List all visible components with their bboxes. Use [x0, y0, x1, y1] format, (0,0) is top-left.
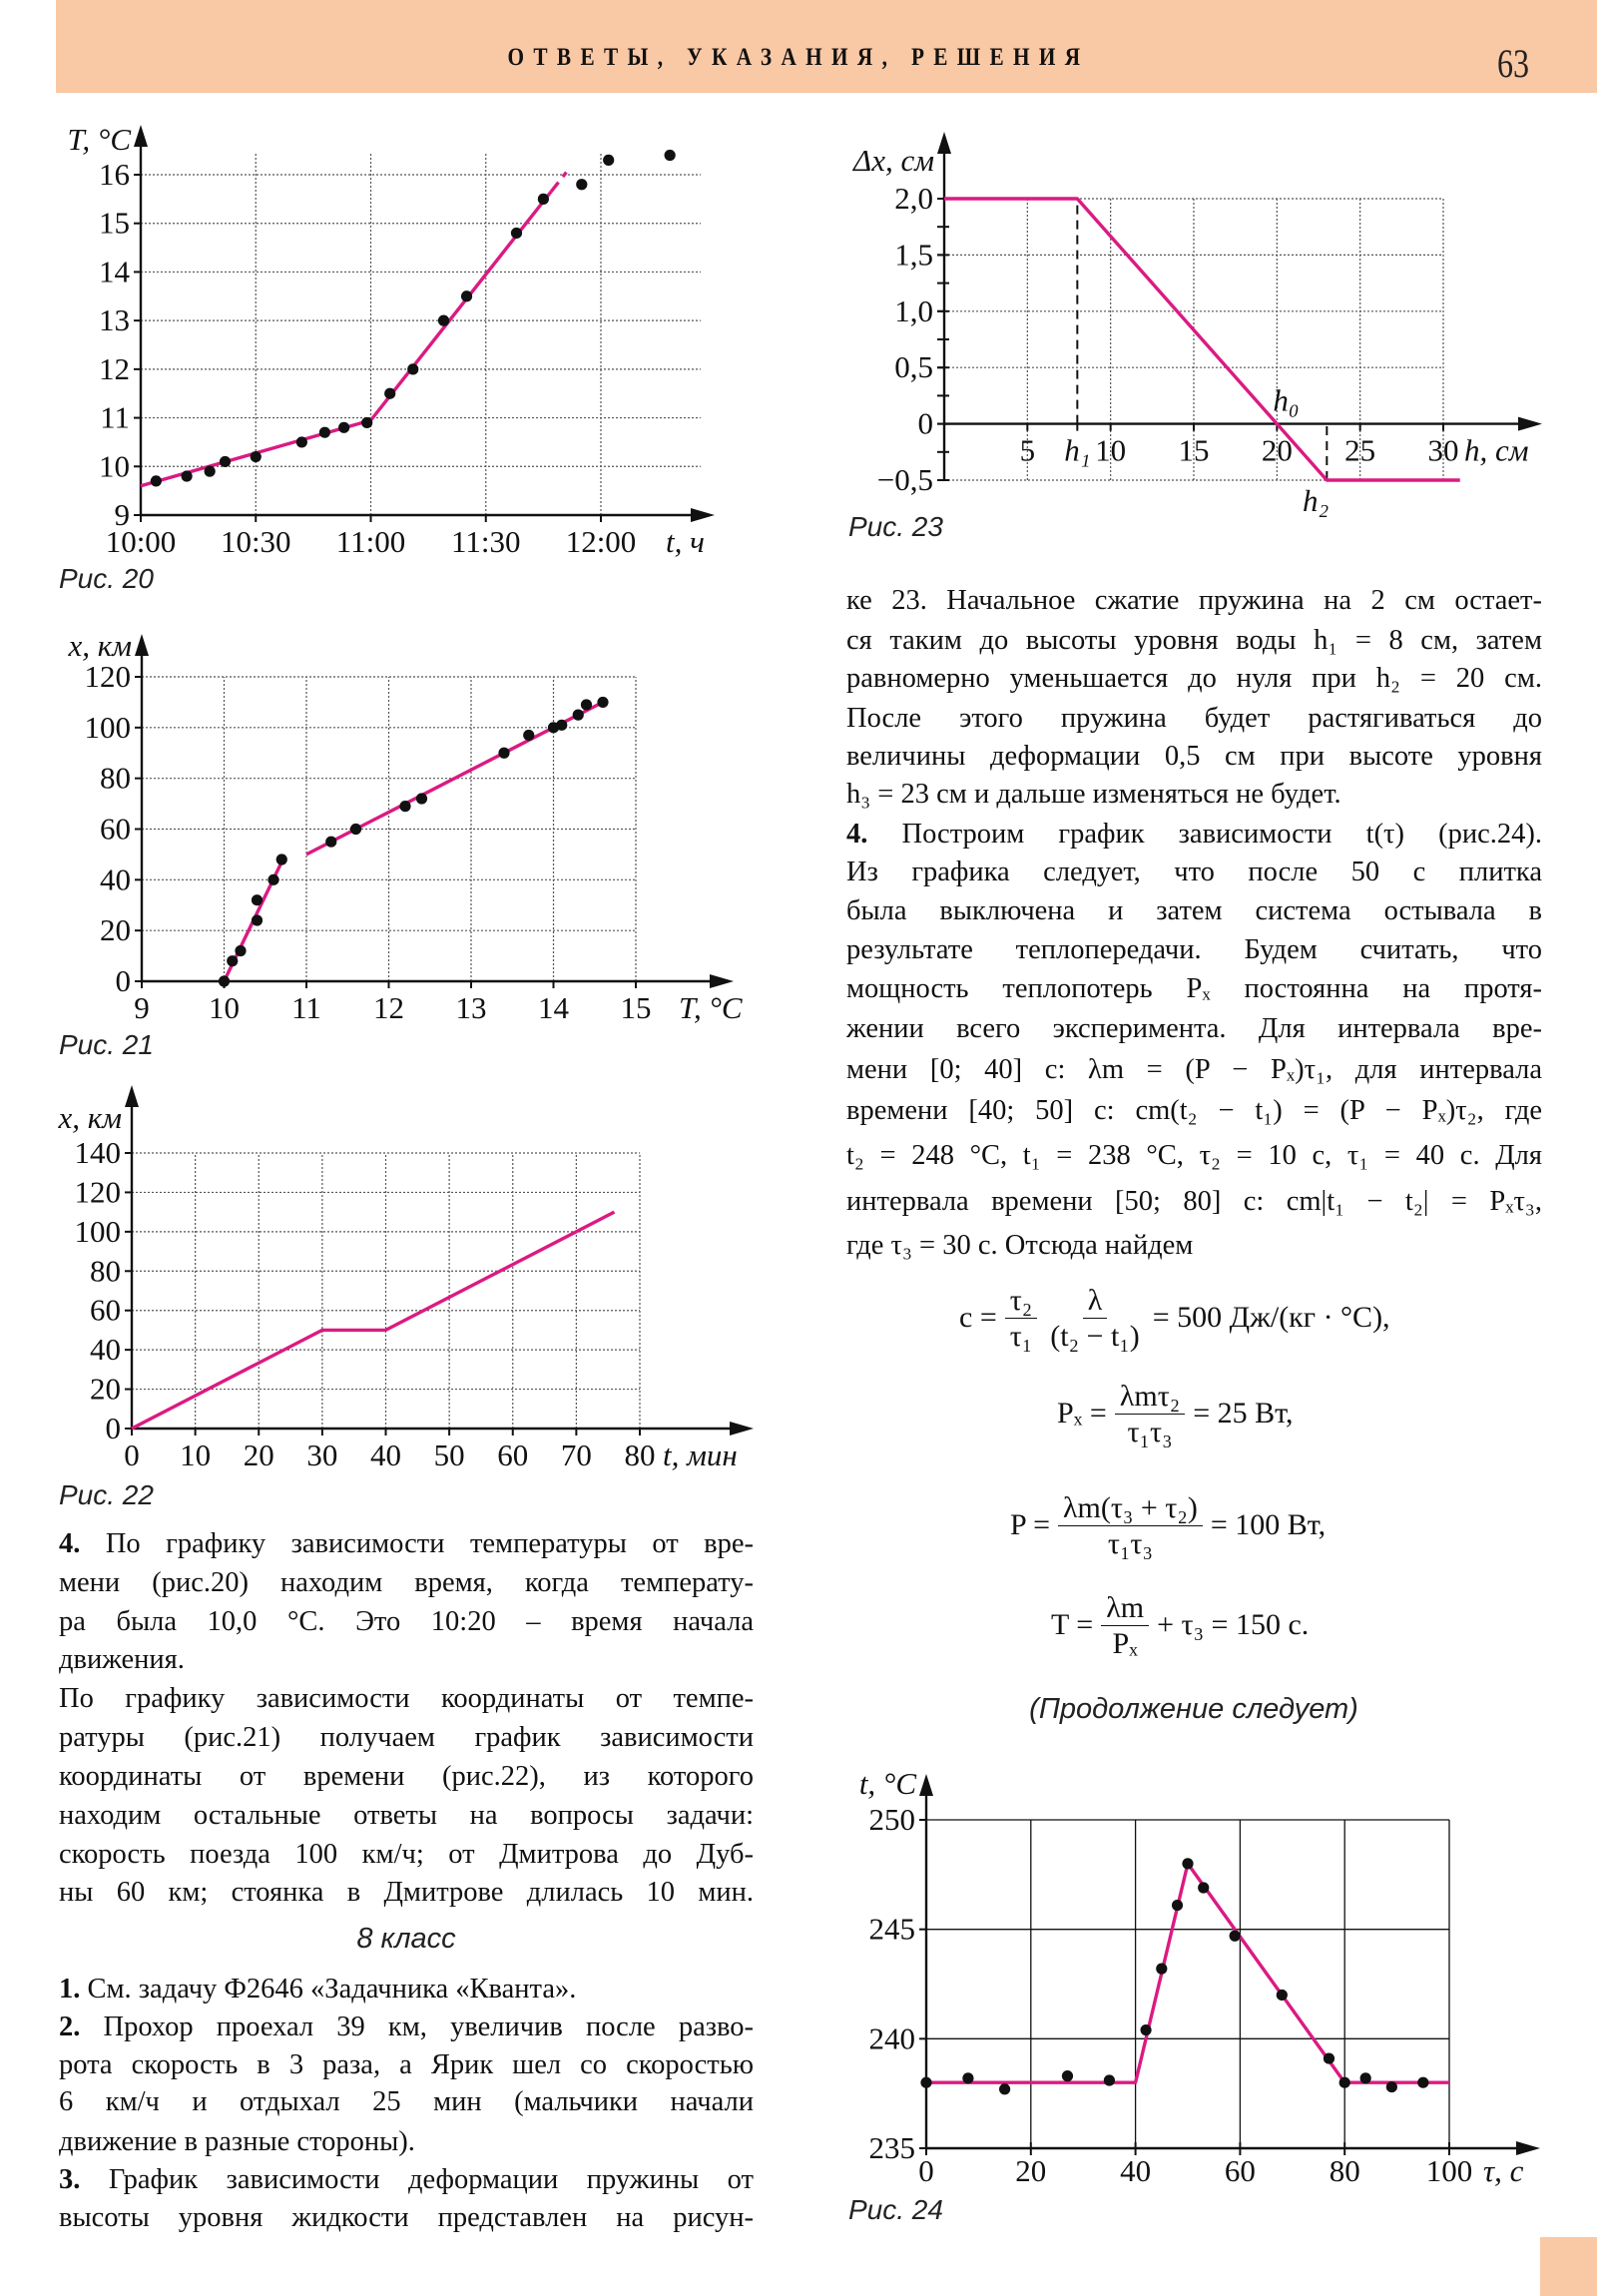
- x-tick-label: 10: [180, 1437, 212, 1472]
- y-tick-label: 80: [90, 1253, 121, 1289]
- formula-rhs: = 100 Вт,: [1210, 1508, 1327, 1541]
- x-tick-label: 15: [1178, 432, 1210, 468]
- text: График зависимости деформации пружины от: [108, 2164, 754, 2195]
- data-point: [438, 315, 449, 326]
- text: Прохор проехал 39 км, увеличив после разво-: [103, 2011, 755, 2042]
- data-point: [1277, 1990, 1288, 2001]
- x-tick-label: 11:30: [451, 524, 521, 559]
- text-line: высоты уровня жидкости представлен на рисун-: [59, 2202, 754, 2233]
- data-point: [999, 2083, 1010, 2094]
- data-point: [350, 824, 361, 835]
- data-point: [1182, 1858, 1193, 1869]
- data-point: [1417, 2077, 1428, 2088]
- text-line: [59, 1528, 754, 1564]
- x-tick-label: 10: [209, 990, 240, 1025]
- x-axis-arrow-icon: [691, 508, 715, 522]
- text: Построим график зависимости t(τ) (рис.24).: [901, 819, 1543, 850]
- y-tick-label: 14: [99, 254, 130, 289]
- data-point: [556, 720, 567, 731]
- x-axis-arrow-icon: [730, 1422, 754, 1435]
- y-tick-label: 100: [84, 709, 131, 745]
- data-point: [920, 2077, 931, 2088]
- data-point: [576, 179, 587, 190]
- data-point: [205, 466, 216, 477]
- y-tick-label: 0,5: [894, 349, 933, 385]
- x-tick-label: 11: [291, 990, 321, 1025]
- x-tick-label: 60: [1224, 2153, 1256, 2188]
- text-line: [846, 819, 1542, 855]
- text-line: мени [0; 40] с: λm = (P − Pₓ)τ₁, для интервала: [846, 1054, 1542, 1085]
- data-point: [1156, 1964, 1167, 1975]
- data-point: [461, 290, 472, 301]
- text-line: t₂ = 248 °С, t₁ = 238 °С, τ₂ = 10 с, τ₁ = 40 с. Для: [846, 1140, 1542, 1171]
- data-point: [220, 456, 231, 467]
- y-tick-label: 20: [90, 1371, 121, 1407]
- x-axis-title: t, мин: [663, 1437, 738, 1472]
- figure-20: [67, 122, 715, 559]
- text-line: результате теплопередачи. Будем считать, что: [846, 934, 1542, 965]
- text-line: равномерно уменьшается до нуля при h₂ = 20 см.: [846, 663, 1542, 694]
- text-line: ратуры (рис.21) получаем график зависимости: [59, 1722, 754, 1753]
- x-tick-label: 70: [560, 1437, 592, 1472]
- text: По графику зависимости температуры от вре-: [105, 1528, 754, 1559]
- denominator: (t₂ − t₁): [1050, 1319, 1140, 1353]
- text-line: ра была 10,0 °С. Это 10:20 – время начала: [59, 1606, 754, 1637]
- data-point: [384, 388, 395, 399]
- y-tick-label: 100: [74, 1213, 121, 1249]
- to-be-continued: (Продолжение следует): [1029, 1693, 1358, 1725]
- y-axis-arrow-icon: [125, 1085, 139, 1107]
- data-point: [1172, 1900, 1183, 1911]
- data-point: [523, 730, 534, 741]
- x-tick-label: 12: [373, 990, 404, 1025]
- x-tick-label: 60: [497, 1437, 529, 1472]
- formula-lhs: Pₓ =: [1057, 1397, 1107, 1430]
- denominator: Pₓ: [1112, 1626, 1138, 1660]
- data-point: [151, 475, 162, 486]
- x-axis-title: τ, с: [1483, 2153, 1524, 2188]
- y-axis-arrow-icon: [134, 125, 148, 147]
- text-line: была выключена и затем система остывала в: [846, 895, 1542, 926]
- formula-rhs: = 25 Вт,: [1193, 1397, 1294, 1430]
- formula-rhs: = 500 Дж/(кг · °С),: [1152, 1301, 1390, 1334]
- data-point: [1104, 2074, 1115, 2085]
- data-point: [276, 854, 287, 864]
- x-axis-title: t, ч: [666, 524, 705, 559]
- data-point: [319, 427, 330, 438]
- denominator: τ₁τ₃: [1127, 1415, 1173, 1448]
- figure-24: [859, 1766, 1540, 2188]
- data-point: [338, 422, 349, 433]
- text-line: времени [40; 50] с: cm(t₂ − t₁) = (P − Pₓ)τ₂, где: [846, 1095, 1542, 1126]
- x-tick-label: 14: [538, 990, 569, 1025]
- data-point: [962, 2072, 973, 2083]
- fit-line: [141, 192, 551, 486]
- x-tick-label: 30: [306, 1437, 338, 1472]
- x-tick-label: 20: [1015, 2153, 1047, 2188]
- y-tick-label: 80: [100, 760, 131, 796]
- fraction: [1005, 1283, 1038, 1354]
- x-tick-label: 30: [1427, 432, 1459, 468]
- item-number: 4.: [846, 819, 868, 850]
- y-tick-label: 13: [99, 302, 130, 338]
- text-line: мени (рис.20) находим время, когда температу-: [59, 1567, 754, 1598]
- text-line: где τ₃ = 30 с. Отсюда найдем: [846, 1230, 1194, 1261]
- text: См. задачу Ф2646 «Задачника «Кванта».: [87, 1974, 577, 2005]
- text-line: По графику зависимости координаты от темпе-: [59, 1683, 754, 1714]
- x-tick-label: 10: [1095, 432, 1127, 468]
- formula-rhs: + τ₃ = 150 с.: [1157, 1608, 1310, 1641]
- text-line: движения.: [59, 1644, 185, 1675]
- caption-fig-23: Рис. 23: [848, 511, 943, 542]
- y-tick-label: 1,0: [894, 292, 933, 328]
- text-line: h₃ = 23 см и дальше изменяться не будет.: [846, 779, 1341, 810]
- formula-time: [1051, 1587, 1309, 1663]
- x-tick-label: 10:00: [105, 524, 177, 559]
- data-point: [573, 710, 584, 721]
- data-point: [511, 228, 522, 239]
- y-tick-label: 2,0: [894, 181, 933, 216]
- numerator: λm(τ₃ + τ₂): [1058, 1490, 1203, 1526]
- data-point: [665, 150, 676, 161]
- text-line: [59, 1974, 754, 2009]
- caption-fig-22: Рис. 22: [59, 1479, 154, 1510]
- caption-fig-24: Рис. 24: [848, 2194, 943, 2225]
- item-number: 3.: [59, 2164, 81, 2195]
- formula-specific-heat: [959, 1280, 1390, 1356]
- data-point: [182, 470, 193, 481]
- x-tick-label: 20: [243, 1437, 274, 1472]
- data-point: [252, 914, 263, 925]
- data-point: [267, 874, 278, 885]
- denominator: τ₁: [1009, 1319, 1033, 1353]
- y-tick-label: 60: [100, 811, 131, 847]
- data-point: [1062, 2070, 1073, 2081]
- text-line: мощность теплопотерь Pₓ постоянна на протя-: [846, 973, 1542, 1004]
- x-tick-label: 25: [1344, 432, 1376, 468]
- y-tick-label: 120: [84, 659, 131, 694]
- data-point: [1324, 2052, 1334, 2063]
- data-point: [1230, 1931, 1241, 1942]
- x-tick-label: 80: [624, 1437, 656, 1472]
- data-point: [361, 417, 372, 428]
- data-point: [1140, 2024, 1151, 2035]
- figure-23: [851, 132, 1542, 518]
- y-tick-label: 245: [868, 1911, 915, 1947]
- fraction: [1058, 1490, 1203, 1561]
- x-tick-label: 10:30: [220, 524, 291, 559]
- data-point: [416, 793, 427, 804]
- fit-line: [926, 1864, 1449, 2082]
- fraction: [1101, 1590, 1149, 1661]
- data-point: [1339, 2077, 1350, 2088]
- text-line: рота скорость в 3 раза, а Ярик шел со скоростью: [59, 2049, 754, 2080]
- data-point: [252, 894, 263, 905]
- data-point: [1360, 2072, 1371, 2083]
- data-point: [399, 801, 410, 812]
- figure-21: [67, 628, 742, 1025]
- x-tick-label: 20: [1261, 432, 1293, 468]
- denominator: τ₁τ₃: [1107, 1526, 1153, 1560]
- x-tick-label: 11:00: [335, 524, 406, 559]
- text-line: находим остальные ответы на вопросы задачи:: [59, 1800, 754, 1831]
- y-axis-title: t, °C: [858, 1766, 916, 1801]
- data-point: [296, 436, 307, 447]
- y-axis-title: T, °C: [67, 122, 131, 157]
- text-line: жении всего эксперимента. Для интервала вре-: [846, 1013, 1542, 1044]
- data-point: [251, 451, 262, 462]
- text-line: 6 км/ч и отдыхал 25 мин (мальчики начали: [59, 2086, 754, 2117]
- y-tick-label: 140: [74, 1135, 121, 1170]
- x-tick-label: h₁: [1064, 432, 1091, 468]
- data-point: [1198, 1882, 1209, 1893]
- y-tick-label: 60: [90, 1292, 121, 1328]
- formula-lhs: P =: [1010, 1508, 1050, 1541]
- x-tick-label: 13: [455, 990, 487, 1025]
- data-point: [581, 699, 592, 710]
- data-point: [235, 945, 246, 956]
- x-tick-label: 5: [1019, 432, 1036, 468]
- x-axis-title: T, °C: [679, 990, 743, 1025]
- item-number: 1.: [59, 1974, 81, 2005]
- data-point: [538, 194, 549, 205]
- y-axis-arrow-icon: [919, 1774, 933, 1796]
- y-tick-label: 16: [99, 157, 130, 192]
- x-tick-label: 0: [918, 2153, 934, 2188]
- text-line: Из графика следует, что после 50 с плитка: [846, 857, 1542, 887]
- x-tick-label: 40: [1120, 2153, 1152, 2188]
- formula-power: [1010, 1487, 1326, 1563]
- y-axis-title: x, км: [58, 1100, 122, 1135]
- x-tick-label: 9: [134, 990, 150, 1025]
- data-point: [219, 975, 230, 986]
- y-axis-arrow-icon: [135, 634, 149, 656]
- x-axis-title: h, см: [1464, 432, 1529, 468]
- data-point: [498, 748, 509, 759]
- formula-lhs: T =: [1051, 1608, 1094, 1641]
- y-tick-label: 11: [100, 399, 130, 435]
- data-point: [597, 697, 608, 708]
- y-axis-title: x, км: [68, 628, 132, 663]
- data-point: [603, 155, 614, 166]
- fit-line: [132, 1212, 615, 1429]
- text-line: координаты от времени (рис.22), из которого: [59, 1761, 754, 1792]
- fraction: [1045, 1283, 1145, 1354]
- y-tick-label: 40: [90, 1332, 121, 1368]
- text-line: [59, 2164, 754, 2200]
- text-line: скорость поезда 100 км/ч; от Дмитрова до Дуб-: [59, 1839, 754, 1870]
- text-line: После этого пружина будет растягиваться до: [846, 703, 1542, 734]
- x-tick-label: 80: [1329, 2153, 1360, 2188]
- annotation-label: h₂: [1303, 483, 1330, 518]
- y-tick-label: 250: [868, 1802, 915, 1837]
- item-number: 2.: [59, 2011, 81, 2042]
- y-tick-label: 1,5: [894, 237, 933, 273]
- figure-22: [57, 1085, 754, 1472]
- y-tick-label: 0: [917, 405, 933, 441]
- running-header-title: ОТВЕТЫ, УКАЗАНИЯ, РЕШЕНИЯ: [507, 44, 1090, 71]
- numerator: λm: [1101, 1590, 1149, 1626]
- formula-lhs: c =: [959, 1301, 997, 1334]
- numerator: λmτ₂: [1115, 1379, 1185, 1415]
- y-tick-label: 40: [100, 861, 131, 897]
- numerator: λ: [1083, 1283, 1108, 1319]
- y-axis-title: Δx, см: [853, 143, 934, 178]
- y-tick-label: 240: [868, 2020, 915, 2056]
- y-axis-arrow-icon: [937, 132, 951, 154]
- y-tick-label: 12: [99, 350, 130, 386]
- y-tick-label: 20: [100, 912, 131, 948]
- y-tick-label: −0,5: [876, 462, 933, 497]
- text-line: величины деформации 0,5 см при высоте уровня: [846, 741, 1542, 772]
- x-tick-label: 100: [1425, 2153, 1473, 2188]
- y-tick-label: 10: [99, 448, 130, 484]
- page-number: 63: [1497, 41, 1529, 86]
- data-point: [325, 837, 336, 848]
- x-tick-label: 40: [370, 1437, 401, 1472]
- text-line: ны 60 км; стоянка в Дмитрове длилась 10 мин.: [59, 1877, 754, 1908]
- caption-fig-20: Рис. 20: [59, 563, 154, 594]
- data-point: [1386, 2081, 1397, 2092]
- x-tick-label: 50: [433, 1437, 465, 1472]
- text-line: [59, 2011, 754, 2047]
- y-tick-label: 15: [99, 205, 130, 241]
- y-tick-label: 120: [74, 1174, 121, 1210]
- text-line: ся таким до высоты уровня воды h₁ = 8 см, затем: [846, 625, 1542, 656]
- x-axis-arrow-icon: [710, 974, 734, 988]
- x-axis-arrow-icon: [1518, 417, 1542, 431]
- y-tick-label: 9: [114, 497, 130, 532]
- text-line: интервала времени [50; 80] с: cm|t₁ − t₂| = Pₓτ₃,: [846, 1186, 1542, 1217]
- x-tick-label: 0: [124, 1437, 140, 1472]
- item-number: 4.: [59, 1528, 81, 1559]
- fraction: [1115, 1379, 1185, 1449]
- y-tick-label: 0: [115, 963, 131, 998]
- x-tick-label: 12:00: [565, 524, 637, 559]
- y-tick-label: 0: [105, 1411, 121, 1445]
- caption-fig-21: Рис. 21: [59, 1029, 154, 1060]
- section-heading: 8 класс: [356, 1923, 456, 1955]
- formula-heat-loss-power: [1057, 1376, 1294, 1451]
- x-tick-label: 15: [620, 990, 652, 1025]
- numerator: τ₂: [1005, 1283, 1038, 1319]
- data-point: [227, 955, 238, 966]
- annotation-label: h₀: [1273, 382, 1300, 418]
- text-line: ке 23. Начальное сжатие пружина на 2 см остает-: [846, 585, 1542, 616]
- data-point: [407, 363, 418, 374]
- y-tick-label: 235: [868, 2130, 915, 2165]
- text-line: движение в разные стороны).: [59, 2126, 415, 2157]
